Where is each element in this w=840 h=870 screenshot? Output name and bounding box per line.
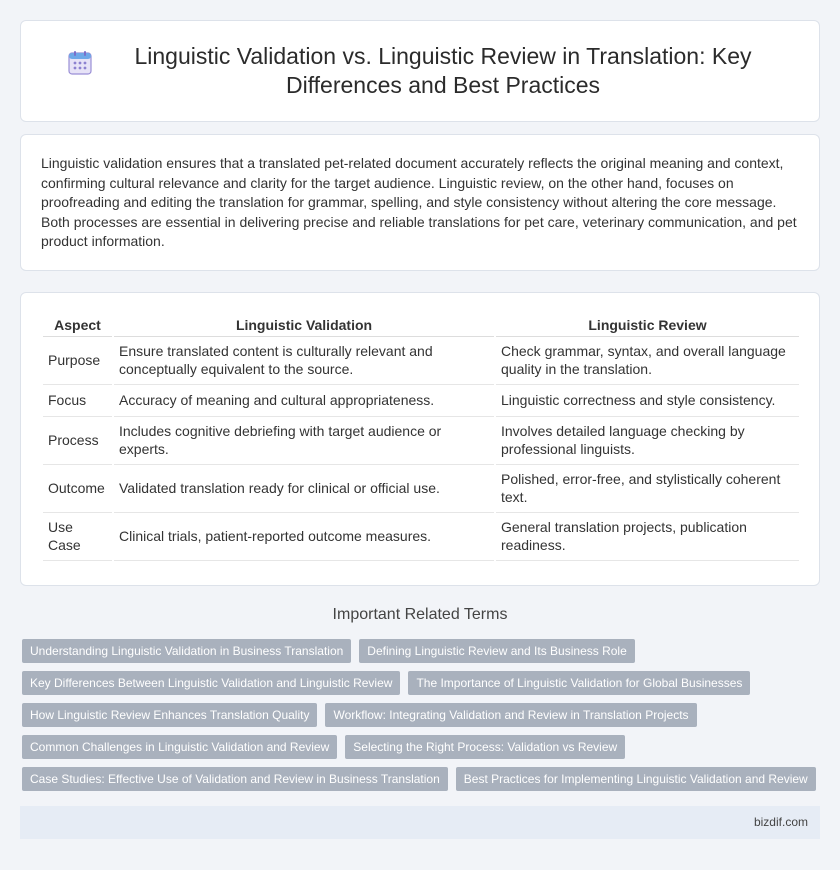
validation-cell: Ensure translated content is culturally relevant and conceptually equivalent to the source. [113,337,495,385]
header-linguistic-review: Linguistic Review [495,313,799,337]
review-cell: Polished, error-free, and stylistically coherent text. [495,465,799,513]
header-aspect: Aspect [43,313,113,337]
intro-card [20,134,820,271]
title-card [20,20,820,122]
aspect-cell: Purpose [43,337,113,385]
calendar-icon [67,50,93,76]
validation-cell: Includes cognitive debriefing with target audience or experts. [113,417,495,465]
review-cell: General translation projects, publication readiness. [495,513,799,561]
related-terms-tags [22,639,822,799]
aspect-cell: Outcome [43,465,113,513]
footer-brand[interactable]: bizdif.com [753,815,808,829]
related-terms-title: Important Related Terms [332,606,508,623]
comparison-table [43,313,799,561]
review-cell: Check grammar, syntax, and overall language quality in the translation. [495,337,799,385]
page-title: Linguistic Validation vs. Linguistic Review in Translation: Key Differences and Best Practices [134,43,752,98]
related-tag[interactable]: Selecting the Right Process: Validation vs Review [345,735,625,759]
related-tag[interactable]: The Importance of Linguistic Validation for Global Businesses [408,671,750,695]
header-linguistic-validation: Linguistic Validation [113,313,495,337]
table-row [43,385,799,417]
table-row [43,465,799,513]
intro-paragraph: Linguistic validation ensures that a translated pet-related document accurately reflects the original meaning and context, confirming cultural relevance and clarity for the target audience. Linguistic review, on the other hand, focuses on proofreading and editing the translation for grammar, spelling, and style consistency without altering the core message. Both processes are essential in delivering precise and reliable translations for pet care, veterinary communication, and pet product information. [41,155,797,249]
table-header-row [43,313,799,337]
related-tag[interactable]: Defining Linguistic Review and Its Business Role [359,639,634,663]
related-tag[interactable]: Key Differences Between Linguistic Validation and Linguistic Review [22,671,400,695]
table-row [43,417,799,465]
related-tag[interactable]: Best Practices for Implementing Linguistic Validation and Review [456,767,816,791]
footer [20,806,820,839]
validation-cell: Clinical trials, patient-reported outcome measures. [113,513,495,561]
validation-cell: Validated translation ready for clinical or official use. [113,465,495,513]
table-row [43,337,799,385]
aspect-cell: Process [43,417,113,465]
related-tag[interactable]: Case Studies: Effective Use of Validation and Review in Business Translation [22,767,448,791]
table-row [43,513,799,561]
related-tag[interactable]: Workflow: Integrating Validation and Review in Translation Projects [325,703,696,727]
comparison-table-card [20,292,820,586]
related-tag[interactable]: Common Challenges in Linguistic Validation and Review [22,735,337,759]
related-tag[interactable]: Understanding Linguistic Validation in Business Translation [22,639,351,663]
review-cell: Involves detailed language checking by professional linguists. [495,417,799,465]
related-tag[interactable]: How Linguistic Review Enhances Translation Quality [22,703,317,727]
validation-cell: Accuracy of meaning and cultural appropriateness. [113,385,495,417]
aspect-cell: Focus [43,385,113,417]
review-cell: Linguistic correctness and style consistency. [495,385,799,417]
aspect-cell: Use Case [43,513,113,561]
